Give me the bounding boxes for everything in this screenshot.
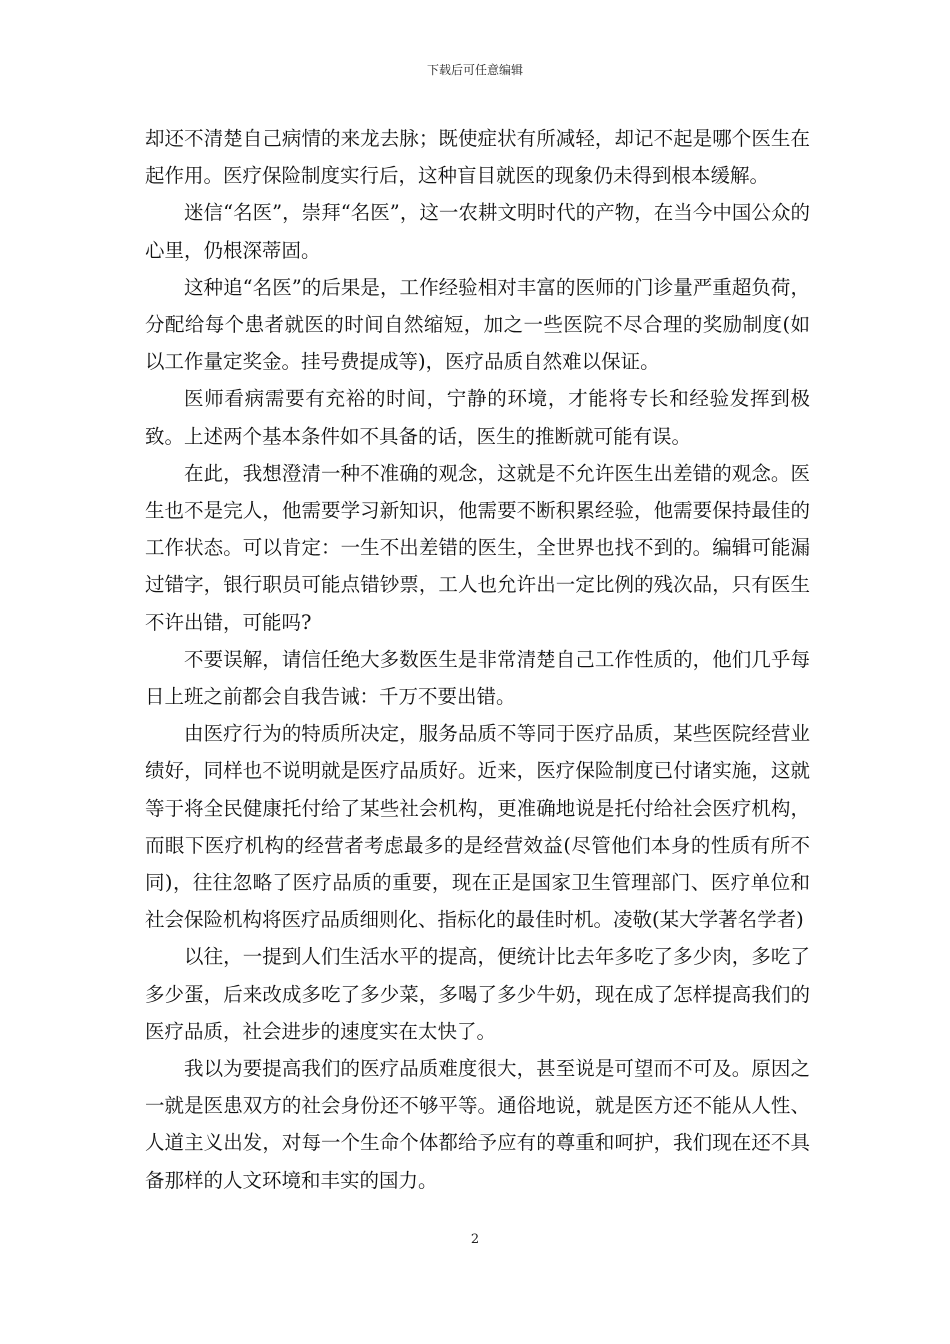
paragraph-2: 迷信“名医”，崇拜“名医”，这一农耕文明时代的产物，在当今中国公众的心里，仍根深蒂固。: [145, 201, 810, 262]
paragraph-3: 这种追“名医”的后果是，工作经验相对丰富的医师的门诊量严重超负荷，分配给每个患者就医的时间自然缩短，加之一些医院不尽合理的奖励制度(如以工作量定奖金。挂号费提成等)，医疗品质自然难以保证。: [145, 275, 810, 374]
paragraph-1: 却还不清楚自己病情的来龙去脉；既使症状有所减轻，却记不起是哪个医生在起作用。医疗保险制度实行后，这种盲目就医的现象仍未得到根本缓解。: [145, 127, 810, 188]
paragraph-4: 医师看病需要有充裕的时间，宁静的环境，才能将专长和经验发挥到极致。上述两个基本条件如不具备的话，医生的推断就可能有误。: [145, 387, 810, 448]
paragraph-5: 在此，我想澄清一种不准确的观念，这就是不允许医生出差错的观念。医生也不是完人，他需要学习新知识，他需要不断积累经验，他需要保持最佳的工作状态。可以肯定：一生不出差错的医生，全世界也找不到的。编辑可能漏过错字，银行职员可能点错钞票，工人也允许出一定比例的残次品，只有医生不许出错，可能吗?: [145, 461, 810, 634]
document-body: [145, 120, 810, 1199]
paragraph-8: 以往，一提到人们生活水平的提高，便统计比去年多吃了多少肉，多吃了多少蛋，后来改成多吃了多少菜，多喝了多少牛奶，现在成了怎样提高我们的医疗品质，社会进步的速度实在太快了。: [145, 945, 810, 1043]
paragraph-6: 不要误解，请信任绝大多数医生是非常清楚自己工作性质的，他们几乎每日上班之前都会自我告诫：千万不要出错。: [145, 647, 810, 709]
paragraph-9: 我以为要提高我们的医疗品质难度很大，甚至说是可望而不可及。原因之一就是医患双方的社会身份还不够平等。通俗地说，就是医方还不能从人性、人道主义出发，对每一个生命个体都给予应有的尊重和呵护，我们现在还不具备那样的人文环境和丰实的国力。: [145, 1057, 810, 1192]
page-number: 2: [470, 1232, 480, 1247]
paragraph-7: 由医疗行为的特质所决定，服务品质不等同于医疗品质，某些医院经营业绩好，同样也不说明就是医疗品质好。近来，医疗保险制度已付诸实施，这就等于将全民健康托付给了某些社会机构，更准确地说是托付给社会医疗机构，而眼下医疗机构的经营者考虑最多的是经营效益(尽管他们本身的性质有所不同)，往往忽略了医疗品质的重要，现在正是国家卫生管理部门、医疗单位和社会保险机构将医疗品质细则化、指标化的最佳时机。凌敬(某大学著名学者): [145, 722, 810, 932]
page-header: 下载后可任意编辑: [426, 63, 523, 77]
